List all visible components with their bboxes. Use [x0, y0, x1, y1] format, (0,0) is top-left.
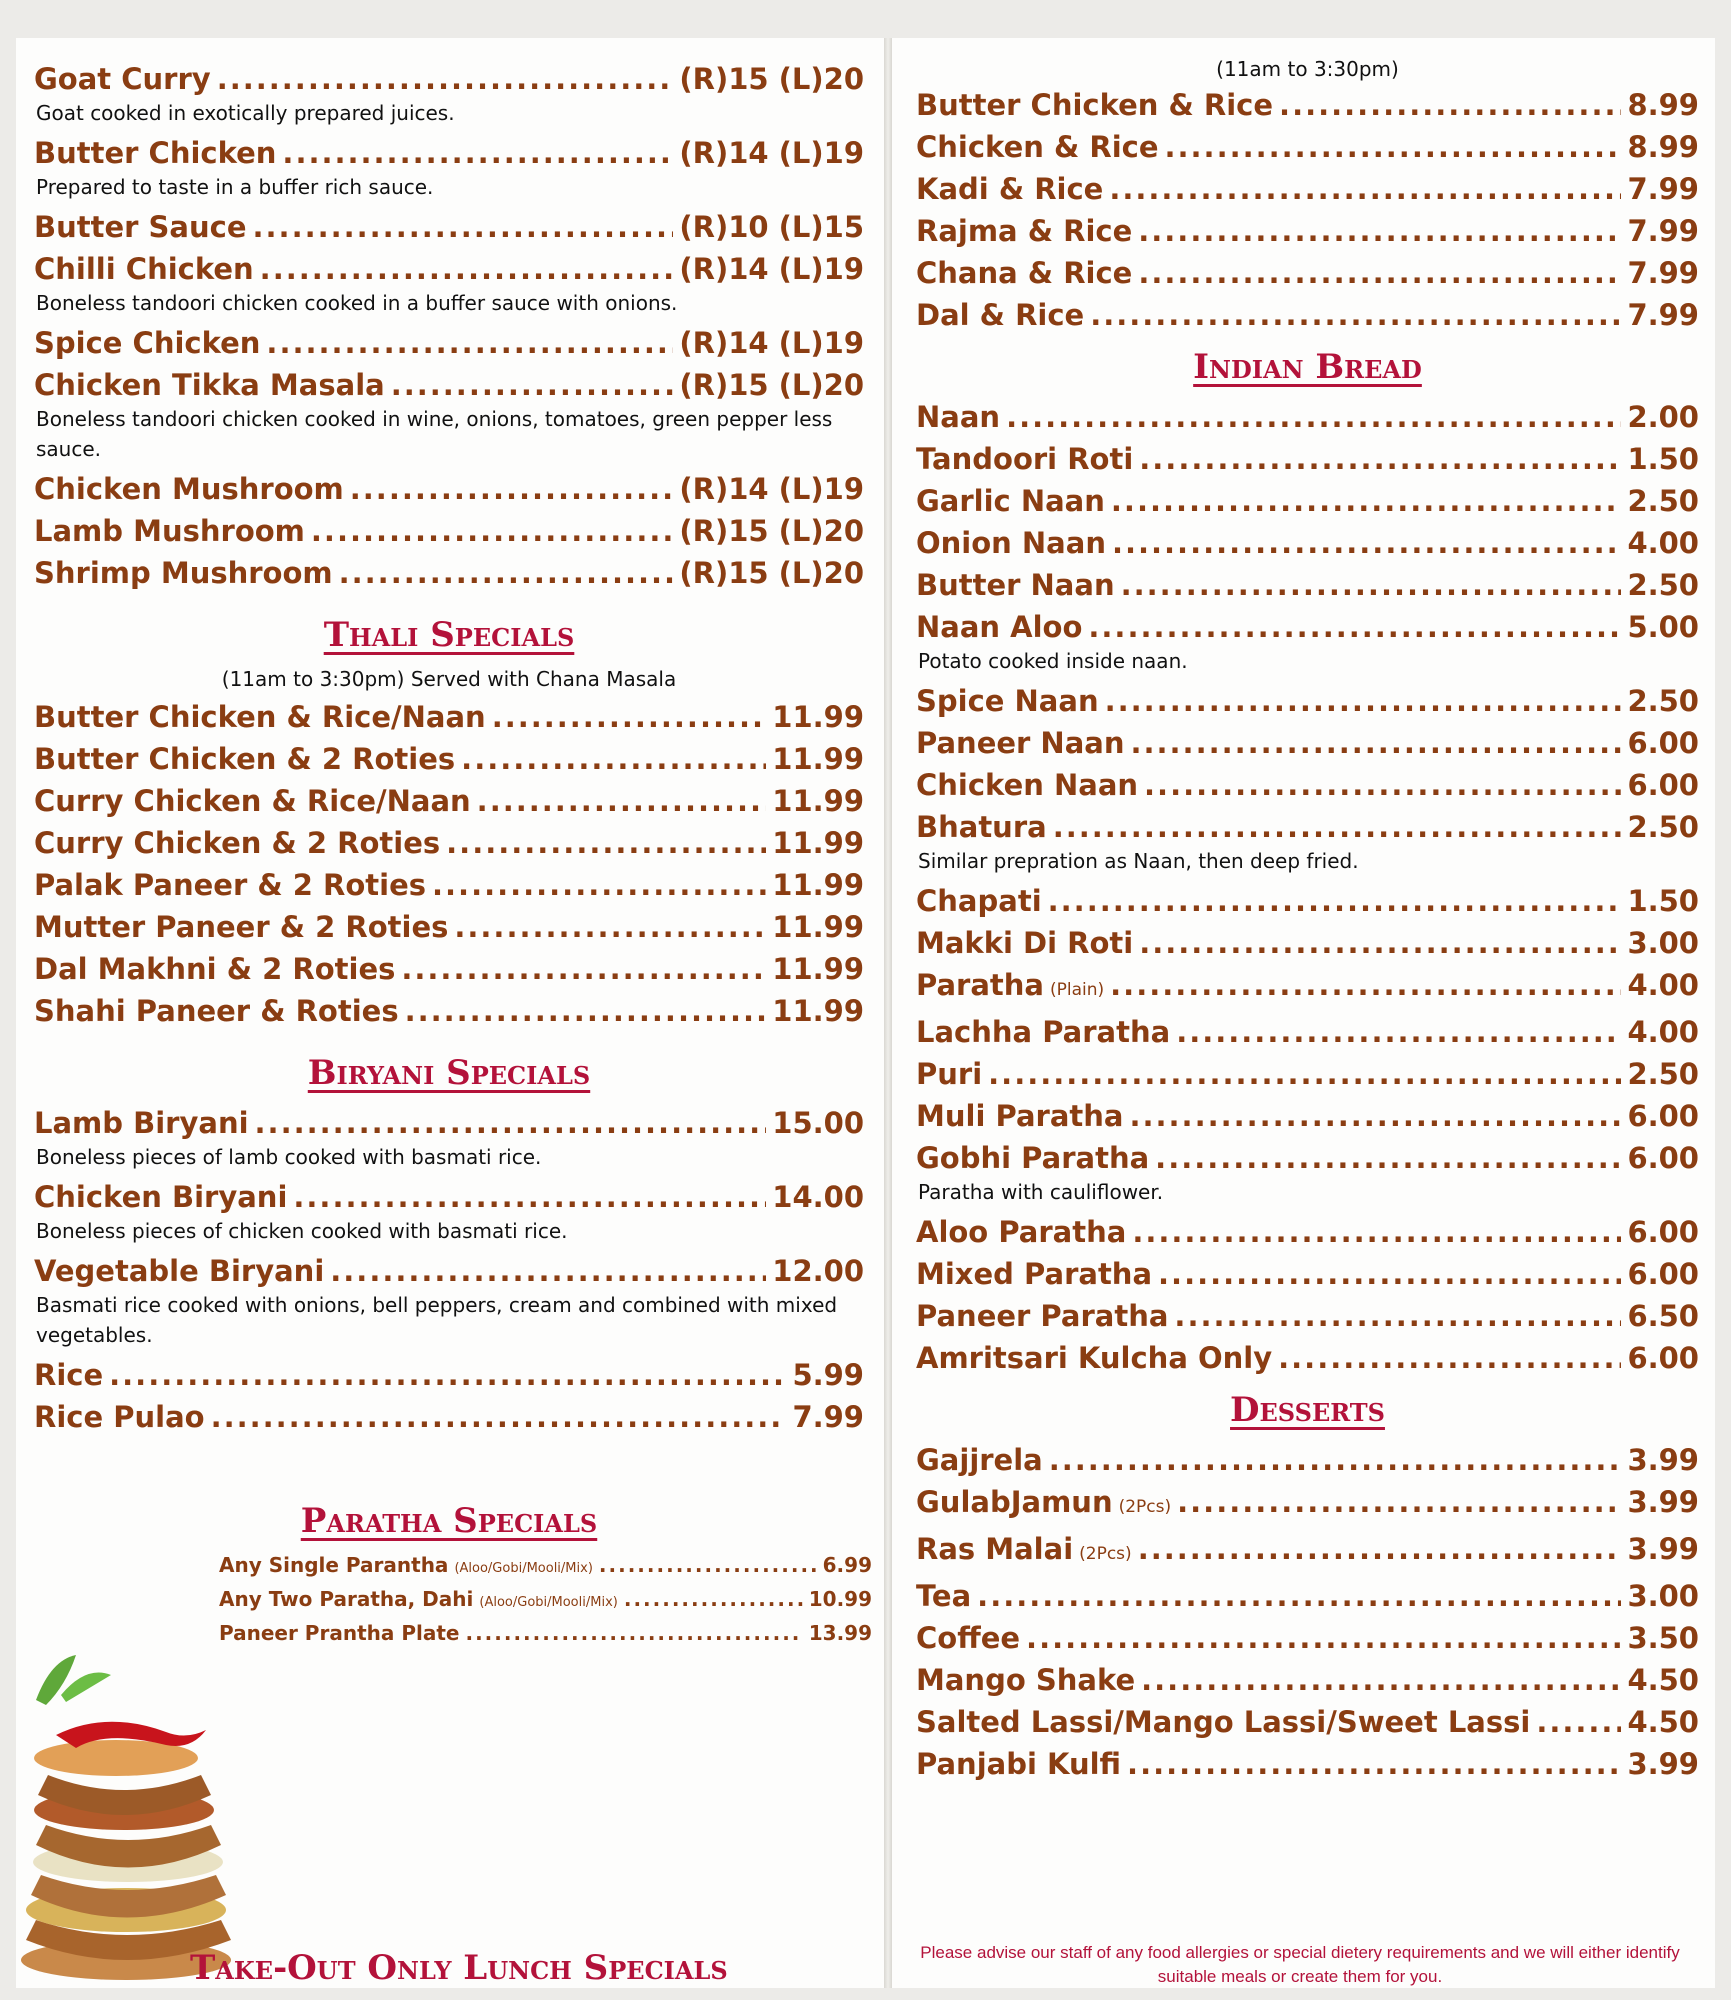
item-price: 11.99: [772, 742, 864, 776]
menu-item: [34, 206, 864, 248]
item-price: 7.99: [1627, 298, 1699, 332]
item-price: 4.50: [1627, 1663, 1699, 1697]
menu-item: [916, 606, 1699, 648]
menu-item: [916, 210, 1699, 252]
item-name: Curry Chicken & 2 Roties: [34, 826, 441, 860]
item-price: (R)15 (L)20: [679, 556, 864, 590]
dot-leader: [293, 1176, 766, 1218]
thali-heading: Thali Specials: [323, 615, 575, 655]
item-description: Goat cooked in exotically prepared juices.: [36, 101, 455, 125]
item-name: Goat Curry: [34, 62, 211, 96]
item-price: 7.99: [792, 1400, 864, 1434]
item-price: 3.50: [1627, 1621, 1699, 1655]
item-description: Boneless pieces of lamb cooked with basmati rice.: [36, 1145, 542, 1169]
dot-leader: [405, 990, 767, 1032]
paratha-list: [219, 1550, 872, 1648]
menu-item: [916, 1211, 1699, 1253]
item-name: Gobhi Paratha: [916, 1141, 1150, 1175]
item-name: Puri: [916, 1057, 983, 1091]
item-name: Makki Di Roti: [916, 926, 1134, 960]
item-price: 6.99: [822, 1553, 872, 1577]
dot-leader: [624, 1584, 803, 1614]
page-fold: [884, 38, 892, 1988]
item-price: 6.00: [1627, 1341, 1699, 1375]
item-price: 4.00: [1627, 526, 1699, 560]
menu-item: [34, 248, 864, 290]
item-price: 8.99: [1627, 88, 1699, 122]
dot-leader: [217, 58, 674, 100]
item-name: Lamb Biryani: [34, 1106, 249, 1140]
menu-item: [916, 880, 1699, 922]
dot-leader: [1088, 606, 1621, 648]
dot-leader: [1138, 1528, 1622, 1570]
item-price: 2.50: [1627, 484, 1699, 518]
dot-leader: [260, 248, 674, 290]
menu-item: [916, 764, 1699, 806]
dot-leader: [461, 738, 766, 780]
menu-item: [219, 1618, 872, 1648]
menu-item: [34, 322, 864, 364]
item-price: 11.99: [772, 994, 864, 1028]
dot-leader: [1279, 84, 1621, 126]
item-price: 7.99: [1627, 214, 1699, 248]
item-price: 2.50: [1627, 810, 1699, 844]
menu-item: [916, 1659, 1699, 1701]
item-price: 14.00: [772, 1180, 864, 1214]
menu-item: [916, 1528, 1699, 1575]
dot-leader: [255, 1102, 767, 1144]
item-price: 5.99: [792, 1358, 864, 1392]
item-name: Rice: [34, 1358, 104, 1392]
menu-item: [34, 1102, 864, 1144]
dot-leader: [1165, 126, 1622, 168]
item-price: 8.99: [1627, 130, 1699, 164]
item-description: Boneless tandoori chicken cooked in a buffer sauce with onions.: [36, 291, 678, 315]
menu-item: [34, 864, 864, 906]
menu-item: [916, 126, 1699, 168]
desserts-list: [916, 1439, 1699, 1785]
dot-leader: [1026, 1617, 1621, 1659]
item-description: Similar prepration as Naan, then deep fried.: [918, 849, 1359, 873]
menu-item: [916, 1481, 1699, 1528]
menu-item: [916, 1617, 1699, 1659]
menu-item: [34, 1354, 864, 1396]
item-name: Paneer Paratha: [916, 1299, 1169, 1333]
menu-item: [916, 722, 1699, 764]
item-price: (R)10 (L)15: [679, 210, 864, 244]
biryani-list: [34, 1102, 864, 1438]
item-name: Chilli Chicken: [34, 252, 254, 286]
item-price: 11.99: [772, 952, 864, 986]
item-price: 6.00: [1627, 1141, 1699, 1175]
dot-leader: [1127, 1743, 1621, 1785]
item-price: 6.00: [1627, 726, 1699, 760]
item-name: Vegetable Biryani: [34, 1254, 325, 1288]
item-name: Chana & Rice: [916, 256, 1133, 290]
menu-item: [34, 738, 864, 780]
dot-leader: [432, 864, 766, 906]
dot-leader: [350, 468, 674, 510]
item-price: 4.00: [1627, 1015, 1699, 1049]
item-name: Muli Paratha: [916, 1099, 1124, 1133]
desserts-heading: Desserts: [1230, 1390, 1385, 1430]
dot-leader: [1139, 922, 1621, 964]
menu-item: [916, 1439, 1699, 1481]
item-name: Salted Lassi/Mango Lassi/Sweet Lassi: [916, 1705, 1531, 1739]
item-price: 10.99: [808, 1587, 872, 1611]
item-name: Lamb Mushroom: [34, 514, 305, 548]
bread-heading: Indian Bread: [1193, 347, 1422, 387]
menu-item: [916, 438, 1699, 480]
dot-leader: [1053, 806, 1622, 848]
item-name: Tandoori Roti: [916, 442, 1134, 476]
menu-item: [916, 1253, 1699, 1295]
paratha-heading: Paratha Specials: [300, 1501, 598, 1541]
dot-leader: [492, 696, 767, 738]
menu-item: [916, 680, 1699, 722]
item-name: Mixed Paratha: [916, 1257, 1153, 1291]
menu-item: [34, 906, 864, 948]
dot-leader: [1174, 1295, 1621, 1337]
item-description: Potato cooked inside naan.: [918, 649, 1188, 673]
menu-item: [916, 1575, 1699, 1617]
item-name: Chicken Mushroom: [34, 472, 344, 506]
biryani-heading: Biryani Specials: [307, 1053, 591, 1093]
item-note: (Plain): [1050, 980, 1105, 1000]
item-price: 12.00: [772, 1254, 864, 1288]
item-price: (R)14 (L)19: [679, 136, 864, 170]
item-price: 11.99: [772, 868, 864, 902]
item-name: Shahi Paneer & Roties: [34, 994, 399, 1028]
dot-leader: [465, 1618, 802, 1648]
item-name: Paneer Naan: [916, 726, 1125, 760]
item-price: (R)14 (L)19: [679, 326, 864, 360]
item-name: Naan: [916, 400, 1001, 434]
item-name: Coffee: [916, 1621, 1021, 1655]
item-price: 7.99: [1627, 256, 1699, 290]
lunch-note: (11am to 3:30pm): [1216, 57, 1399, 81]
dot-leader: [266, 322, 673, 364]
item-price: 11.99: [772, 784, 864, 818]
item-price: (R)15 (L)20: [679, 368, 864, 402]
item-price: 6.00: [1627, 1257, 1699, 1291]
menu-item: [916, 294, 1699, 336]
menu-item: [34, 468, 864, 510]
menu-item: [916, 1701, 1699, 1743]
item-name: Mango Shake: [916, 1663, 1136, 1697]
menu-item: [34, 1250, 864, 1292]
item-name: Lachha Paratha: [916, 1015, 1171, 1049]
bread-list: [916, 396, 1699, 1379]
item-name: Palak Paneer & 2 Roties: [34, 868, 427, 902]
item-name: Chicken Biryani: [34, 1180, 288, 1214]
dot-leader: [988, 1053, 1621, 1095]
item-price: 11.99: [772, 700, 864, 734]
item-name: Spice Chicken: [34, 326, 261, 360]
menu-item: [916, 1743, 1699, 1785]
item-name: Panjabi Kulfi: [916, 1747, 1122, 1781]
dot-leader: [599, 1550, 817, 1580]
item-name: Butter Naan: [916, 568, 1115, 602]
takeout-lunch-heading: Take-Out Only Lunch Specials: [190, 1948, 728, 1988]
item-name: Tea: [916, 1579, 972, 1613]
menu-item: [916, 168, 1699, 210]
item-name: GulabJamun: [916, 1485, 1113, 1519]
dot-leader: [1105, 680, 1622, 722]
dot-leader: [1112, 522, 1621, 564]
dot-leader: [1138, 252, 1621, 294]
right-column: [892, 38, 1715, 1988]
item-name: Rajma & Rice: [916, 214, 1133, 248]
dot-leader: [311, 510, 673, 552]
item-price: 6.00: [1627, 1215, 1699, 1249]
dot-leader: [477, 780, 767, 822]
item-price: 2.50: [1627, 1057, 1699, 1091]
item-name: Butter Sauce: [34, 210, 247, 244]
menu-item: [34, 1396, 864, 1438]
menu-item: [916, 396, 1699, 438]
dot-leader: [1155, 1137, 1621, 1179]
item-name: Butter Chicken & Rice: [916, 88, 1274, 122]
item-name: Paratha: [916, 968, 1044, 1002]
dot-leader: [1049, 1439, 1622, 1481]
item-name: Bhatura: [916, 810, 1047, 844]
item-price: 2.50: [1627, 684, 1699, 718]
item-name: Shrimp Mushroom: [34, 556, 333, 590]
item-note: (Aloo/Gobi/Mooli/Mix): [479, 1595, 618, 1610]
dot-leader: [1141, 1659, 1621, 1701]
dot-leader: [391, 364, 674, 406]
item-price: 3.99: [1627, 1747, 1699, 1781]
menu-item: [34, 552, 864, 594]
menu-item: [916, 522, 1699, 564]
item-name: Curry Chicken & Rice/Naan: [34, 784, 471, 818]
menu-item: [34, 990, 864, 1032]
item-name: Amritsari Kulcha Only: [916, 1341, 1273, 1375]
item-price: (R)14 (L)19: [679, 252, 864, 286]
item-name: Kadi & Rice: [916, 172, 1104, 206]
dot-leader: [1109, 168, 1621, 210]
item-price: 6.00: [1627, 768, 1699, 802]
item-name: Gajjrela: [916, 1443, 1043, 1477]
dot-leader: [1158, 1253, 1621, 1295]
item-name: Butter Chicken & Rice/Naan: [34, 700, 486, 734]
dot-leader: [1121, 564, 1622, 606]
item-price: 3.00: [1627, 1579, 1699, 1613]
menu-item: [34, 510, 864, 552]
item-description: Basmati rice cooked with onions, bell peppers, cream and combined with mixed vegetables.: [36, 1293, 838, 1347]
dot-leader: [253, 206, 674, 248]
item-price: 4.50: [1627, 1705, 1699, 1739]
dot-leader: [1139, 438, 1621, 480]
dot-leader: [339, 552, 674, 594]
item-name: Butter Chicken: [34, 136, 277, 170]
item-name: Chapati: [916, 884, 1042, 918]
dot-leader: [1176, 1011, 1621, 1053]
item-name: Mutter Paneer & 2 Roties: [34, 910, 449, 944]
menu-item: [34, 58, 864, 100]
dot-leader: [282, 132, 673, 174]
item-description: Boneless tandoori chicken cooked in wine, onions, tomatoes, green pepper less sauce.: [36, 407, 833, 461]
menu-item: [34, 780, 864, 822]
thali-note: (11am to 3:30pm) Served with Chana Masala: [221, 667, 677, 691]
dot-leader: [1132, 1211, 1621, 1253]
menu-item: [916, 480, 1699, 522]
item-price: 11.99: [772, 910, 864, 944]
item-name: Onion Naan: [916, 526, 1106, 560]
dot-leader: [1177, 1481, 1621, 1523]
item-price: 3.99: [1627, 1532, 1699, 1566]
item-note: (Aloo/Gobi/Mooli/Mix): [454, 1561, 593, 1576]
menu-item: [219, 1550, 872, 1584]
dot-leader: [977, 1575, 1621, 1617]
dot-leader: [1129, 1095, 1621, 1137]
item-name: Spice Naan: [916, 684, 1099, 718]
item-name: Any Single Parantha: [219, 1553, 449, 1577]
item-price: 1.50: [1627, 884, 1699, 918]
item-name: Naan Aloo: [916, 610, 1083, 644]
item-price: 3.99: [1627, 1485, 1699, 1519]
thali-list: [34, 696, 864, 1032]
item-price: (R)14 (L)19: [679, 472, 864, 506]
dot-leader: [1536, 1701, 1621, 1743]
menu-item: [34, 364, 864, 406]
dot-leader: [1111, 480, 1622, 522]
allergy-note: Please advise our staff of any food allergies or special dietery requirements and we will either identify suitable meals or create them for you.: [920, 1943, 1680, 1986]
item-name: Garlic Naan: [916, 484, 1105, 518]
dot-leader: [446, 822, 766, 864]
item-note: (2Pcs): [1079, 1544, 1132, 1564]
menu-item: [34, 1176, 864, 1218]
item-description: Boneless pieces of chicken cooked with basmati rice.: [36, 1219, 568, 1243]
dot-leader: [1144, 764, 1621, 806]
item-price: 5.00: [1627, 610, 1699, 644]
item-note: (2Pcs): [1118, 1497, 1172, 1517]
item-name: Dal & Rice: [916, 298, 1085, 332]
item-price: 2.00: [1627, 400, 1699, 434]
dot-leader: [1278, 1337, 1621, 1379]
dot-leader: [1048, 880, 1622, 922]
menu-item: [916, 1295, 1699, 1337]
menu-item: [34, 822, 864, 864]
item-price: 13.99: [808, 1621, 872, 1645]
item-price: 6.00: [1627, 1099, 1699, 1133]
item-price: 4.00: [1627, 968, 1699, 1002]
menu-item: [34, 696, 864, 738]
menu-item: [916, 564, 1699, 606]
dot-leader: [211, 1396, 787, 1438]
item-price: 3.99: [1627, 1443, 1699, 1477]
item-name: Any Two Paratha, Dahi: [219, 1587, 474, 1611]
item-name: Aloo Paratha: [916, 1215, 1127, 1249]
menu-item: [916, 84, 1699, 126]
menu-item: [916, 1011, 1699, 1053]
dot-leader: [454, 906, 766, 948]
dot-leader: [401, 948, 766, 990]
dot-leader: [109, 1354, 786, 1396]
item-price: 2.50: [1627, 568, 1699, 602]
menu-item: [34, 948, 864, 990]
menu-item: [916, 1337, 1699, 1379]
item-price: (R)15 (L)20: [679, 62, 864, 96]
item-name: Rice Pulao: [34, 1400, 205, 1434]
dot-leader: [1090, 294, 1621, 336]
dot-leader: [330, 1250, 766, 1292]
menu-item: [219, 1584, 872, 1618]
item-price: 1.50: [1627, 442, 1699, 476]
item-name: Ras Malai: [916, 1532, 1074, 1566]
menu-item: [916, 1095, 1699, 1137]
menu-item: [916, 252, 1699, 294]
menu-item: [916, 922, 1699, 964]
item-name: Chicken & Rice: [916, 130, 1159, 164]
dot-leader: [1006, 396, 1621, 438]
item-name: Chicken Tikka Masala: [34, 368, 385, 402]
dot-leader: [1130, 722, 1621, 764]
menu-item: [34, 132, 864, 174]
item-description: Prepared to taste in a buffer rich sauce.: [36, 175, 434, 199]
item-price: 11.99: [772, 826, 864, 860]
dot-leader: [1138, 210, 1621, 252]
item-price: 3.00: [1627, 926, 1699, 960]
curry-list: [34, 58, 864, 594]
item-price: 6.50: [1627, 1299, 1699, 1333]
item-price: (R)15 (L)20: [679, 514, 864, 548]
item-name: Paneer Prantha Plate: [219, 1621, 460, 1645]
item-name: Dal Makhni & 2 Roties: [34, 952, 396, 986]
item-description: Paratha with cauliflower.: [918, 1180, 1164, 1204]
lunch-list: [916, 84, 1699, 336]
menu-item: [916, 1137, 1699, 1179]
dot-leader: [1110, 964, 1621, 1006]
item-price: 15.00: [772, 1106, 864, 1140]
menu-item: [916, 1053, 1699, 1095]
spice-bowls-image: [16, 1640, 246, 1985]
menu-item: [916, 964, 1699, 1011]
item-name: Chicken Naan: [916, 768, 1139, 802]
item-price: 7.99: [1627, 172, 1699, 206]
menu-item: [916, 806, 1699, 848]
item-name: Butter Chicken & 2 Roties: [34, 742, 456, 776]
